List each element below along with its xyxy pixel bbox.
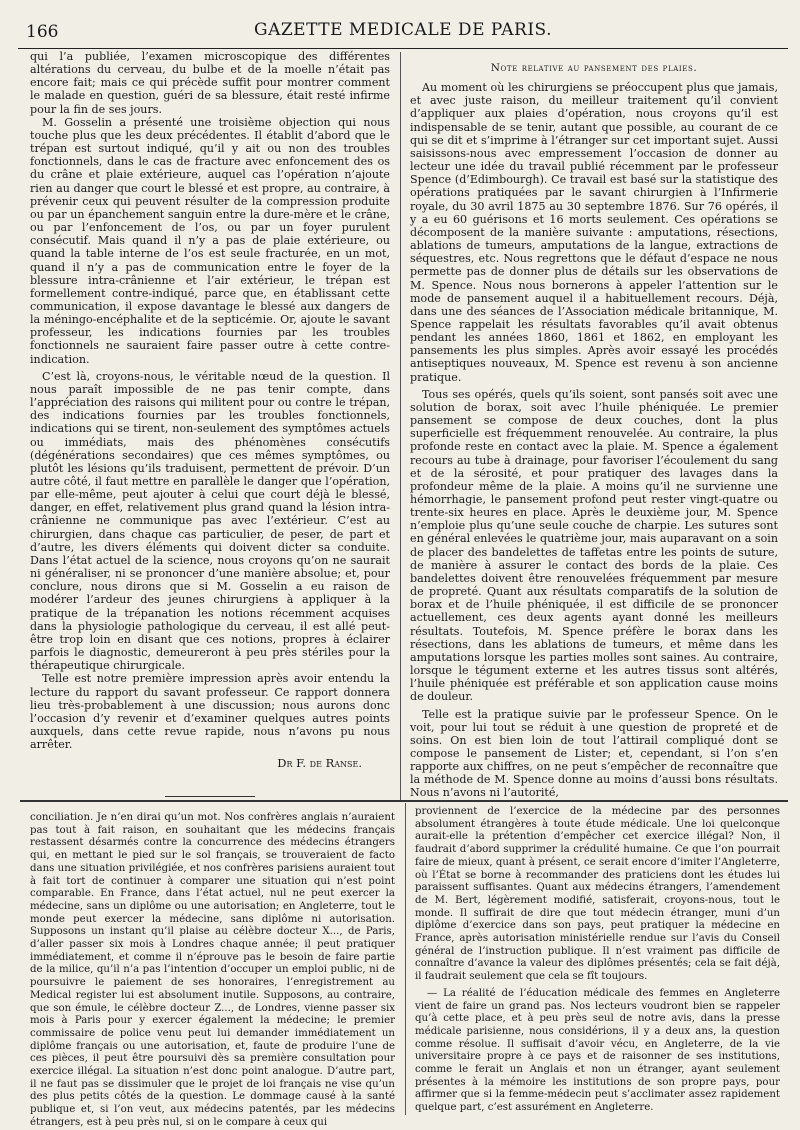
paragraph: qui l’a publiée, l’examen microscopique des différentes altérations du cerveau, du bulbe et de la moelle n’était pas encore fait; mais ce qui précède suffit pour montrer comment le malade en question, guéri de sa blessure, était resté infirme pour la fin de ses jours. [30,50,390,116]
author-signature: Dr F. de Ranse. [277,756,362,771]
paragraph: Telle est la pratique suivie par le professeur Spence. On le voit, pour lui tout se réduit à une question de propreté et de soins. On est bien loin de tout l’attirail compliqué dont se compose le pansement de Lister; et, cependant, si l’on s’en rapporte aux chiffres, on ne peut s’empêcher de reconnaître que la méthode de M. Spence donne au moins d’aussi bons résultats. Nous n’avons ni l’autorité, [410,707,778,800]
article-pansement-des-plaies [410,62,778,800]
paragraph: proviennent de l’exercice de la médecine par des personnes absolument étrangères à toute étude médicale. Une loi quelconque aurait-elle la prétention d’empêcher cet exercice illégal? Non, il faudrait d’abord supprimer la crédulité humaine. Ce que l’on pourrait faire de mieux, quant à présent, ce serait encore d’imiter l’Angleterre, où l’État se borne à recommander des praticiens dont les études lui paraissent suffisantes. Quant aux médecins étrangers, l’amendement de M. Bert, légèrement modifié, satisferait, croyons-nous, tout le monde. Il suffirait de dire que tout médecin étranger, muni d’un diplôme d’exercice dans son pays, peut pratiquer la médecine en France, après autorisation ministérielle rendue sur l’avis du Conseil général de l’instruction publique. Il n’est vraiment pas difficile de connaître d’avance la valeur des diplômes présentés; cela se fait déjà, il faudrait seulement que cela se fît toujours. [415,806,780,983]
article-end-rule [165,796,255,797]
paragraph: conciliation. Je n’en dirai qu’un mot. Nos confrères anglais n’auraient pas tout à fait raison, en souhaitant que les médecins français restassent désarmés contre la concurrence des médecins étrangers qui, en mettant le pied sur le sol français, se trouveraient de facto dans une situation privilégiée, et nos confrères parisiens auraient tout à fait tort de continuer à comparer une situation qui n’est point comparable. En France, dans l’état actuel, nul ne peut exercer la médecine, sans un diplôme ou une autorisation; en Angleterre, tout le monde peut exercer la médecine, sans diplôme ni autorisation. Supposons un instant qu’il plaise au célèbre docteur X..., de Paris, d’aller passer six mois à Londres chaque année; il peut pratiquer immédiatement, et comme il n’éprouve pas le besoin de faire partie de la milice, qu’il n’a pas l’intention d’occuper un emploi public, ni de poursuivre le paiement de ses honoraires, l’enregistrement au Medical register lui est absolument inutile. Supposons, au contraire, que son émule, le célèbre docteur Z..., de Londres, vienne passer six mois à Paris pour y exercer également la médecine; le premier commissaire de police venu peut lui demander immédiatement un diplôme français ou une autorisation, et, faute de produire l’une de ces pièces, il peut être poursuivi dès sa première consultation pour exercice illégal. La situation n’est donc point analogue. D’autre part, il ne faut pas se dissimuler que le projet de loi français ne vise qu’un des plus petits côtés de la question. Le dommage causé à la santé publique et, si l’on veut, aux médecins patentés, par les médecins étrangers, est à peu près nul, si on le compare à ceux qui [30,812,395,1128]
paragraph: Tous ses opérés, quels qu’ils soient, sont pansés soit avec une solution de borax, soit avec l’huile phéniquée. Le premier pansement se compose de deux couches, dont la plus superficielle est fréquemment renouvelée. Au contraire, la plus profonde reste en contact avec la plaie. M. Spence a également recours au tube à drainage, pour favoriser l’écoulement du sang et de la sérosité, et pour pratiquer des lavages dans la profondeur même de la plaie. A moins qu’il ne survienne une hémorrhagie, le pansement profond peut rester vingt-quatre ou trente-six heures en place. Après le deuxième jour, M. Spence n’emploie plus qu’une seule couche de charpie. Les sutures sont en général enlevées le quatrième jour, mais auparavant on a soin de placer des bandelettes de taffetas entre les points de suture, de manière à assurer le contact des bords de la plaie. Ces bandelettes doivent être renouvelées fréquemment par mesure de propreté. Quant aux résultats comparatifs de la solution de borax et de l’huile phéniquée, il est difficile de se prononcer actuellement, ces deux agents ayant donné les meilleurs résultats. Toutefois, M. Spence préfère le borax dans les résections, dans les ablations de tumeurs, et même dans les amputations lorsque les parties molles sont saines. Au contraire, lorsque le tégument externe et les autres tissus sont altérés, l’huile phéniquée est préférable et son application cause moins de douleur. [410,387,778,704]
journal-title: GAZETTE MEDICALE DE PARIS. [254,20,552,40]
paragraph: Telle est notre première impression après avoir entendu la lecture du rapport du savant professeur. Ce rapport donnera lieu très-probablement à une discussion; nous aurons donc l’occasion d’y revenir et d’examiner quelques autres points auxquels, dans cette revue rapide, nous n’avons pu nous arrêter. [30,672,390,752]
paragraph: C’est là, croyons-nous, le véritable nœud de la question. Il nous paraît impossible de ne pas tenir compte, dans l’appréciation des raisons qui militent pour ou contre le trépan, des indications fournies par les troubles fonctionnels, indications qui se tirent, non-seulement des symptômes actuels ou immédiats, mais des phénomènes consécutifs (dégénérations secondaires) que ces mêmes symptômes, ou plutôt les lésions qu’ils traduisent, permettent de prévoir. D’un autre côté, il faut mettre en parallèle le danger que l’opération, par elle-même, peut ajouter à celui que court déjà le blessé, danger, en effet, relativement plus grand quand la lésion intra-crânienne ne communique pas avec l’extérieur. C’est au chirurgien, dans chaque cas particulier, de peser, de part et d’autre, les divers éléments qui doivent dicter sa conduite. Dans l’état actuel de la science, nous croyons qu’on ne saurait ni généraliser, ni se prononcer d’une manière absolue; et, pour conclure, nous dirons que si M. Gosselin a eu raison de modérer l’ardeur des jeunes chirurgiens à appliquer à la pratique de la trépanation les notions récemment acquises dans la physiologie pathologique du cerveau, il est allé peut-être trop loin en disant que ces notions, propres à éclairer parfois le diagnostic, demeureront à peu près stériles pour la thérapeutique chirurgicale. [30,369,390,673]
page-number: 166 [26,22,59,42]
article-trepan-conclusion [30,50,390,797]
article-medecins-etrangers-cont [415,806,780,1115]
page-header [18,18,788,49]
column-divider-bottom [405,803,406,1115]
paragraph: Au moment où les chirurgiens se préoccupent plus que jamais, et avec juste raison, du meilleur traitement qu’il convient d’appliquer aux plaies d’opération, nous croyons qu’il est indispensable de se tenir, autant que possible, au courant de ce qui se dit et s’imprime à l’étranger sur cet important sujet. Aussi saisissons-nous avec empressement l’occasion de donner au lecteur une idée du travail publié récemment par le professeur Spence (d’Edimbourgh). Ce travail est basé sur la statistique des opérations pratiquées par le savant chirurgien à l’Infirmerie royale, du 30 avril 1875 au 30 septembre 1876. Sur 76 opérés, il y a eu 60 guérisons et 16 morts seulement. Ces opérations se décomposent de la manière suivante : amputations, résections, ablations de tumeurs, amputations de la langue, extractions de séquestres, etc. Nous regrettons que le défaut d’espace ne nous permette pas de donner plus de détails sur les observations de M. Spence. Nous nous bornerons à appeler l’attention sur le mode de pansement auquel il a habituellement recours. Déjà, dans une des séances de l’Association médicale britannique, M. Spence rappelait les résultats favorables qu’il avait obtenus pendant les années 1860, 1861 et 1862, en employant les pansements les plus simples. Après avoir essayé les procédés antiseptiques nouveaux, M. Spence est revenu à son ancienne pratique. [410,81,778,384]
paragraph: M. Gosselin a présenté une troisième objection qui nous touche plus que les deux précédentes. Il établit d’abord que le trépan est surtout indiqué, qu’il y ait ou non des troubles fonctionnels, dans le cas de fracture avec enfoncement des os du crâne et plaie extérieure, auquel cas l’opération n’ajoute rien au danger que court le blessé et est propre, au contraire, à prévenir ceux qui peuvent résulter de la compression produite ou par un épanchement sanguin entre la dure-mère et le crâne, ou par l’enfoncement de l’os, ou par un foyer purulent consécutif. Mais quand il n’y a pas de plaie extérieure, ou quand la table interne de l’os est seule fracturée, en un mot, quand il n’y a pas de communication entre le foyer de la blessure intra-crânienne et l’air extérieur, le trépan est formellement contre-indiqué, parce que, en établissant cette communication, il expose davantage le blessé aux dangers de la méningo-encéphalite et de la septicémie. Or, ajoute le savant professeur, les indications fournies par les troubles fonctionnels ne sauraient faire passer outre à cette contre-indication. [30,115,390,366]
section-divider [20,800,788,802]
column-divider-top [400,52,401,800]
article-medecins-etrangers [30,812,395,1130]
paragraph: — La réalité de l’éducation médicale des femmes en Angleterre vient de faire un grand pas. Nos lecteurs voudront bien se rappeler qu’à cette place, et à peu près seul de notre avis, dans la presse médicale parisienne, nous considérions, il y a deux ans, la question comme résolue. Il suffisait d’avoir vécu, en Angleterre, de la vie universitaire propre à ce pays et de raisonner de ses institutions, comme le ferait un Anglais et non un étranger, ayant seulement présentes à la mémoire les institutions de son propre pays, pour affirmer que si la femme-médecin peut s’acclimater assez rapidement quelque part, c’est assurément en Angleterre. [415,987,780,1114]
section-title: Note relative au pansement des plaies. [490,62,698,74]
